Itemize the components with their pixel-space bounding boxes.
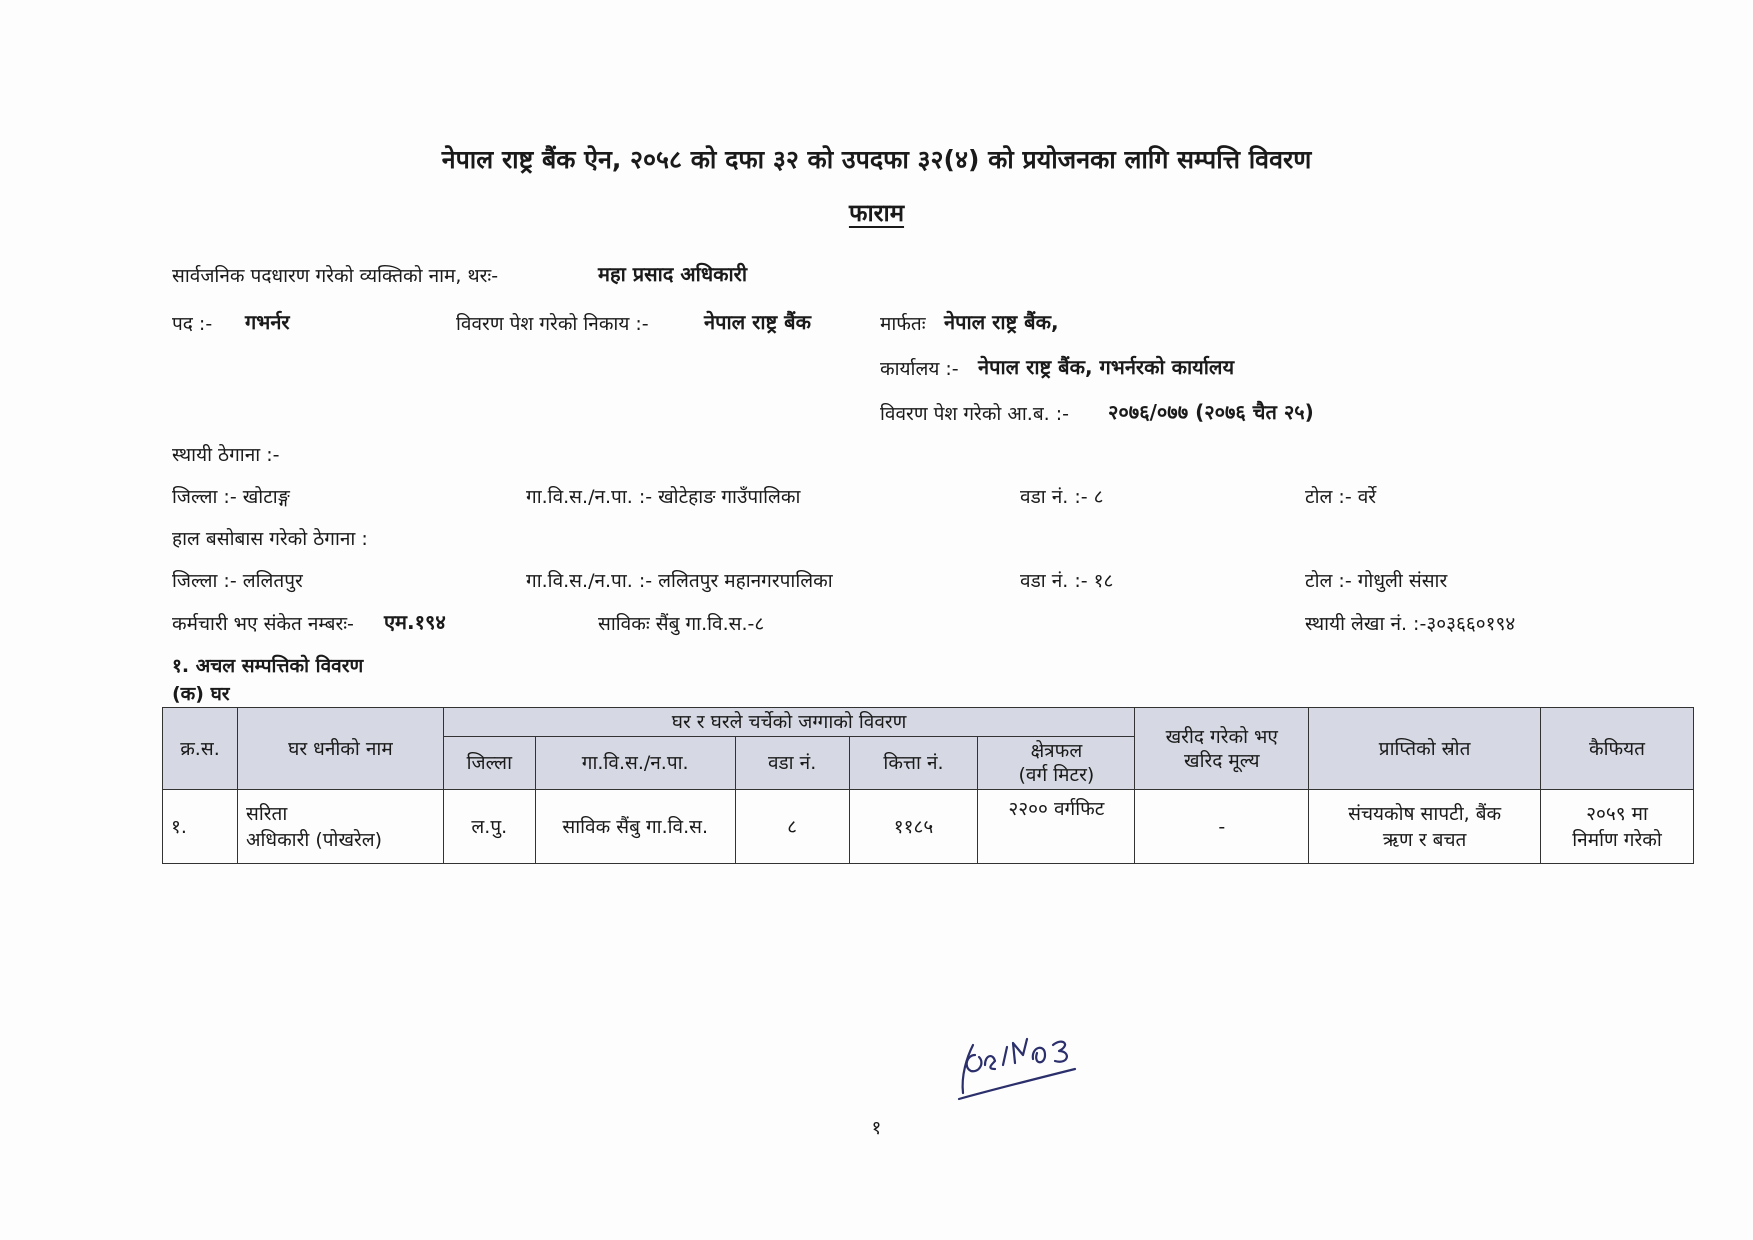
- remarks-line1: २०५९ मा: [1586, 802, 1648, 825]
- owner-line1: सरिता: [245, 802, 288, 825]
- cell-district: ल.पु.: [443, 790, 535, 864]
- post-value: गभर्नर: [245, 310, 290, 334]
- current-district: जिल्ला :- ललितपुर: [172, 570, 303, 592]
- fiscal-year-value: २०७६/०७७ (२०७६ चैत २५): [1108, 400, 1314, 424]
- employee-code-value: एम.१९४: [384, 610, 446, 634]
- cell-area: २२०० वर्गफिट: [978, 790, 1135, 864]
- header-remarks: कैफियत: [1541, 708, 1694, 790]
- permanent-municipality: गा.वि.स./न.पा. :- खोटेहाङ गाउँपालिका: [526, 486, 801, 508]
- fiscal-year-label: विवरण पेश गरेको आ.ब. :-: [880, 403, 1070, 425]
- via-label: मार्फतः: [880, 313, 926, 335]
- current-municipality: गा.वि.स./न.पा. :- ललितपुर महानगरपालिका: [526, 570, 833, 592]
- table-header-row: [163, 708, 1694, 737]
- cell-municipality: साविक सैंबु गा.वि.स.: [535, 790, 735, 864]
- form-subtitle: फाराम: [848, 199, 905, 227]
- employee-code-label: कर्मचारी भए संकेत नम्बरः-: [172, 613, 354, 635]
- pan-number: स्थायी लेखा नं. :-३०३६६०१९४: [1305, 613, 1516, 635]
- header-area-line2: (वर्ग मिटर): [1018, 764, 1095, 786]
- former-address: साविकः सैंबु गा.वि.स.-८: [598, 613, 765, 635]
- owner-line2: अधिकारी (पोखरेल): [245, 828, 383, 851]
- holder-label: सार्वजनिक पदधारण गरेको व्यक्तिको नाम, थरः-: [172, 265, 499, 287]
- source-line2: ऋण र बचत: [1382, 828, 1467, 851]
- current-ward: वडा नं. :- १८: [1020, 570, 1114, 592]
- page-number: १: [871, 1117, 882, 1139]
- cell-remarks: [1541, 790, 1694, 864]
- table-row: [163, 790, 1694, 864]
- cell-kitta: ११८५: [849, 790, 978, 864]
- source-line1: संचयकोष सापटी, बैंक: [1348, 802, 1502, 825]
- permanent-ward: वडा नं. :- ८: [1020, 486, 1104, 508]
- header-kitta: कित्ता नं.: [849, 737, 978, 790]
- post-label: पद :-: [172, 313, 213, 335]
- cell-ward: ८: [735, 790, 849, 864]
- header-municipality: गा.वि.स./न.पा.: [535, 737, 735, 790]
- permanent-address-heading: स्थायी ठेगाना :-: [172, 444, 280, 466]
- document-title: नेपाल राष्ट्र बैंक ऐन, २०५८ को दफा ३२ को उपदफा ३२(४) को प्रयोजनका लागि सम्पत्ति विवरण: [441, 145, 1312, 174]
- office-label: कार्यालय :-: [880, 358, 959, 380]
- remarks-line2: निर्माण गरेको: [1572, 828, 1662, 851]
- section-heading: १. अचल सम्पत्तिको विवरण: [172, 655, 364, 677]
- permanent-district: जिल्ला :- खोटाङ्ग: [172, 486, 290, 508]
- header-purchase-line1: खरीद गरेको भए: [1165, 725, 1278, 748]
- signature-image: [955, 1015, 1095, 1105]
- header-group: घर र घरले चर्चेको जग्गाको विवरण: [443, 708, 1135, 737]
- header-purchase-line2: खरिद मूल्य: [1184, 749, 1260, 772]
- header-source: प्राप्तिको स्रोत: [1309, 708, 1541, 790]
- header-ward: वडा नं.: [735, 737, 849, 790]
- submitting-body-label: विवरण पेश गरेको निकाय :-: [456, 313, 649, 335]
- holder-name: महा प्रसाद अधिकारी: [598, 262, 748, 286]
- header-owner: घर धनीको नाम: [237, 708, 443, 790]
- cell-source: [1309, 790, 1541, 864]
- header-area: [978, 737, 1135, 790]
- permanent-tole: टोल :- वर्रे: [1305, 486, 1377, 508]
- header-purchase: [1135, 708, 1309, 790]
- house-asset-table: [162, 707, 1694, 864]
- header-sn: क्र.स.: [163, 708, 238, 790]
- current-tole: टोल :- गोधुली संसार: [1305, 570, 1448, 592]
- office-value: नेपाल राष्ट्र बैंक, गभर्नरको कार्यालय: [978, 355, 1235, 379]
- current-address-heading: हाल बसोबास गरेको ठेगाना :: [172, 528, 368, 550]
- subsection-heading: (क) घर: [172, 683, 230, 705]
- header-area-line1: क्षेत्रफल: [1030, 740, 1083, 762]
- cell-owner: [237, 790, 443, 864]
- submitting-body-value: नेपाल राष्ट्र बैंक: [704, 310, 811, 334]
- header-district: जिल्ला: [443, 737, 535, 790]
- via-value: नेपाल राष्ट्र बैंक,: [944, 310, 1059, 334]
- cell-purchase: -: [1135, 790, 1309, 864]
- cell-sn: १.: [163, 790, 238, 864]
